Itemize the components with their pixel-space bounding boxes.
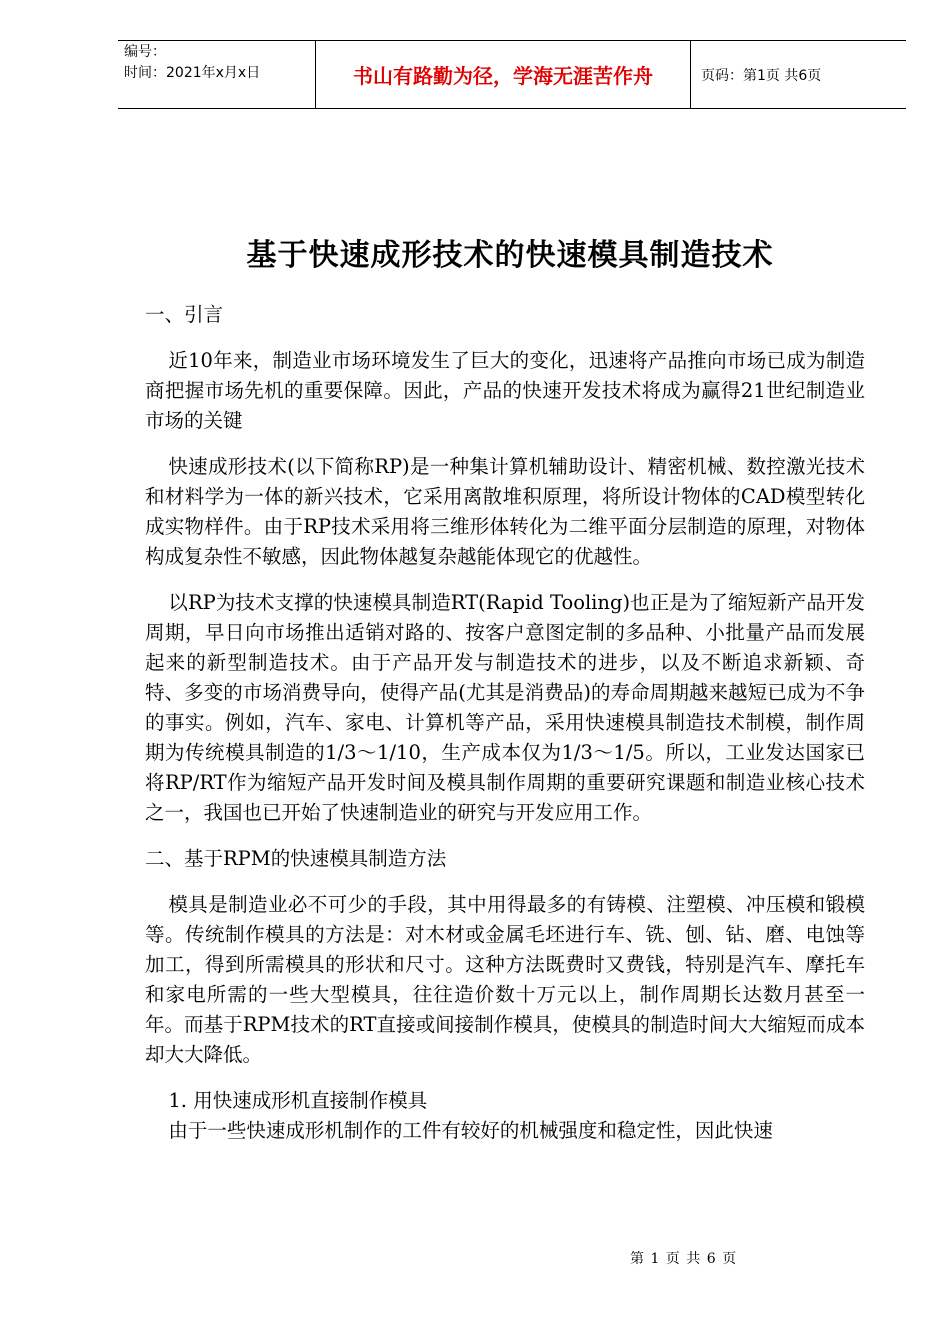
section-heading-methods: 二、基于RPM的快速模具制造方法: [145, 847, 447, 870]
document-body: [145, 300, 865, 1146]
header-page-cell: [691, 41, 906, 108]
header-motto-cell: [316, 41, 691, 108]
page-footer: 第 1 页 共 6 页: [630, 1251, 738, 1267]
section-heading-intro: 一、引言: [145, 303, 224, 326]
subsection-heading: 1. 用快速成形机直接制作模具: [168, 1089, 428, 1112]
page-info-text: 页码：第1页 共6页: [701, 67, 822, 84]
subsection-paragraph: 由于一些快速成形机制作的工件有较好的机械强度和稳定性，因此快速: [168, 1119, 773, 1142]
motto-text: 书山有路勤为径，学海无涯苦作舟: [353, 64, 653, 88]
paragraph: 近10年来，制造业市场环境发生了巨大的变化，迅速将产品推向市场已成为制造商把握市场先机的重要保障。因此，产品的快速开发技术将成为赢得21世纪制造业市场的关键: [145, 349, 865, 432]
paragraph: 以RP为技术支撑的快速模具制造RT(Rapid Tooling)也正是为了缩短新产品开发周期，早日向市场推出适销对路的、按客户意图定制的多品种、小批量产品而发展起来的新型制造技术。由于产品开发与制造技术的进步，以及不断追求新颖、奇特、多变的市场消费导向，使得产品(尤其是消费品)的寿命周期越来越短已成为不争的事实。例如，汽车、家电、计算机等产品，采用快速模具制造技术制模，制作周期为传统模具制造的1/3～1/10，生产成本仅为1/3～1/5。所以，工业发达国家已将RP/RT作为缩短产品开发时间及模具制作周期的重要研究课题和制造业核心技术之一，我国也已开始了快速制造业的研究与开发应用工作。: [145, 591, 866, 824]
header-meta-cell: [118, 41, 316, 108]
paragraph: 模具是制造业必不可少的手段，其中用得最多的有铸模、注塑模、冲压模和锻模等。传统制作模具的方法是：对木材或金属毛坯进行车、铣、刨、钻、磨、电蚀等加工，得到所需模具的形状和尺寸。这种方法既费时又费钱，特别是汽车、摩托车和家电所需的一些大型模具，往往造价数十万元以上，制作周期长达数月甚至一年。而基于RPM技术的RT直接或间接制作模具，使模具的制造时间大大缩短而成本却大大降低。: [145, 893, 865, 1066]
paragraph: 快速成形技术(以下简称RP)是一种集计算机辅助设计、精密机械、数控激光技术和材料学为一体的新兴技术，它采用离散堆积原理，将所设计物体的CAD模型转化成实物样件。由于RP技术采用将三维形体转化为二维平面分层制造的原理，对物体构成复杂性不敏感，因此物体越复杂越能体现它的优越性。: [145, 455, 865, 568]
time-label: 时间：2021年x月x日: [124, 65, 261, 81]
header-table: [118, 40, 906, 109]
number-label: 编号：: [124, 44, 166, 60]
document-title: 基于快速成形技术的快速模具制造技术: [246, 238, 774, 273]
